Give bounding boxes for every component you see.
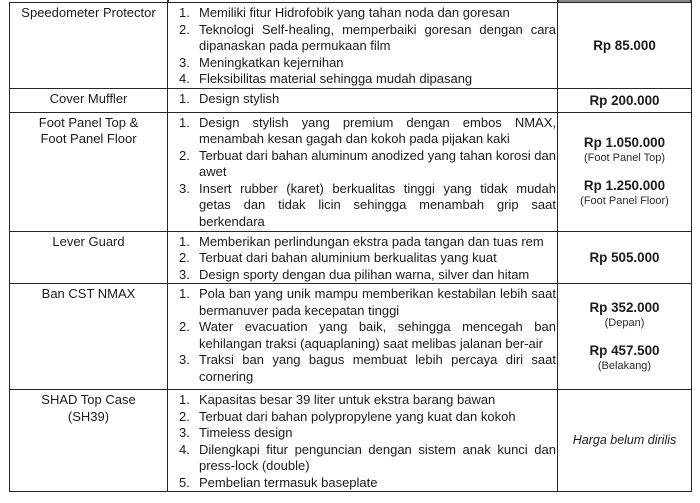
price-unreleased-text: Harga belum dirilis bbox=[572, 433, 677, 447]
price-group bbox=[560, 178, 689, 208]
price-note: (Depan) bbox=[604, 317, 645, 329]
feature-text: Fleksibilitas material sehingga mudah dipasang bbox=[199, 71, 473, 86]
price-note: (Foot Panel Floor) bbox=[580, 195, 669, 207]
feature-number: 4. bbox=[179, 71, 190, 86]
features-cell bbox=[168, 88, 558, 112]
feature-text: Dilengkapi fitur penguncian dengan sistem anak kunci dan press-lock (double) bbox=[199, 441, 556, 473]
feature-item bbox=[172, 442, 557, 475]
feature-text: Design stylish bbox=[199, 90, 280, 106]
price-cell bbox=[558, 284, 692, 390]
feature-text: Design sporty dengan dua pilihan warna, silver dan hitam bbox=[199, 266, 530, 282]
feature-item bbox=[172, 319, 557, 352]
feature-item bbox=[172, 250, 557, 267]
accessory-price-table bbox=[9, 2, 692, 492]
feature-item bbox=[172, 475, 557, 492]
feature-text: Pembelian termasuk baseplate bbox=[199, 474, 378, 490]
feature-number: 1. bbox=[179, 286, 190, 301]
feature-number: 3. bbox=[179, 425, 190, 440]
feature-item bbox=[172, 181, 557, 231]
product-name: (SH39) bbox=[67, 408, 110, 424]
price-note: (Foot Panel Top) bbox=[583, 152, 666, 164]
table-row-foot-panel bbox=[10, 112, 692, 231]
product-name-cell bbox=[10, 88, 168, 112]
price-note: (Belakang) bbox=[597, 360, 652, 372]
feature-item bbox=[172, 352, 557, 385]
price-amount: Rp 457.500 bbox=[589, 343, 660, 358]
features-cell bbox=[168, 3, 558, 89]
price-cell bbox=[558, 390, 692, 492]
feature-item bbox=[172, 425, 557, 442]
product-name-cell bbox=[10, 284, 168, 390]
feature-item bbox=[172, 234, 557, 251]
price-group bbox=[560, 433, 689, 448]
table-row-cover-muffler bbox=[10, 88, 692, 112]
feature-number: 3. bbox=[179, 54, 190, 70]
price-group bbox=[560, 250, 689, 265]
feature-number: 2. bbox=[179, 250, 190, 265]
feature-number: 3. bbox=[179, 266, 190, 282]
feature-number: 1. bbox=[179, 90, 190, 106]
feature-item bbox=[172, 267, 557, 284]
feature-text: Water evacuation yang baik, sehingga mencegah ban kehilangan traksi (aquaplaning) saat melibas jalanan ber-air bbox=[199, 319, 556, 351]
feature-number: 2. bbox=[179, 319, 190, 334]
price-group bbox=[560, 343, 689, 373]
feature-item bbox=[172, 71, 557, 88]
feature-number: 4. bbox=[179, 441, 190, 457]
feature-text: Terbuat dari bahan aluminium berkualitas yang kuat bbox=[199, 250, 497, 265]
feature-text: Memiliki fitur Hidrofobik yang tahan noda dan goresan bbox=[199, 5, 510, 20]
feature-item bbox=[172, 115, 557, 148]
feature-item bbox=[172, 91, 557, 108]
product-name: Foot Panel Floor bbox=[40, 131, 137, 146]
price-cell bbox=[558, 88, 692, 112]
feature-text: Traksi ban yang bagus membuat lebih percaya diri saat cornering bbox=[199, 352, 556, 384]
feature-number: 1. bbox=[179, 392, 190, 407]
product-name-cell bbox=[10, 390, 168, 492]
feature-text: Teknologi Self-healing, memperbaiki goresan dengan cara dipanaskan pada permukaan film bbox=[199, 21, 556, 53]
price-amount: Rp 352.000 bbox=[589, 300, 660, 315]
price-amount: Rp 1.250.000 bbox=[583, 178, 666, 193]
feature-text: Memberikan perlindungan ekstra pada tangan dan tuas rem bbox=[199, 233, 544, 249]
feature-text: Meningkatkan kejernihan bbox=[199, 54, 344, 70]
feature-number: 3. bbox=[179, 352, 190, 367]
price-group bbox=[560, 38, 689, 53]
product-name: Lever Guard bbox=[52, 233, 125, 249]
table-row-speedometer-protector bbox=[10, 3, 692, 89]
product-name-cell bbox=[10, 3, 168, 89]
features-cell bbox=[168, 284, 558, 390]
feature-number: 1. bbox=[179, 5, 190, 20]
feature-item bbox=[172, 22, 557, 55]
feature-item bbox=[172, 409, 557, 426]
product-name: Cover Muffler bbox=[49, 90, 128, 106]
feature-number: 3. bbox=[179, 180, 190, 196]
price-group bbox=[560, 135, 689, 165]
features-cell bbox=[168, 112, 558, 231]
features-cell bbox=[168, 390, 558, 492]
product-name: Speedometer Protector bbox=[21, 5, 156, 20]
price-amount: Rp 200.000 bbox=[589, 92, 660, 108]
table-row-shad-top-case bbox=[10, 390, 692, 492]
price-amount: Rp 1.050.000 bbox=[583, 135, 666, 150]
product-name: Foot Panel Top & bbox=[38, 114, 139, 130]
price-group bbox=[560, 300, 689, 330]
table-row-lever-guard bbox=[10, 231, 692, 284]
price-amount: Rp 505.000 bbox=[589, 249, 660, 265]
price-cell bbox=[558, 3, 692, 89]
feature-item bbox=[172, 5, 557, 22]
price-amount: Rp 85.000 bbox=[593, 37, 656, 53]
feature-text: Design stylish yang premium dengan embos NMAX, menambah kesan gagah dan kokoh pada pijakan kaki bbox=[199, 114, 556, 146]
feature-text: Kapasitas besar 39 liter untuk ekstra barang bawan bbox=[199, 392, 496, 407]
price-cell bbox=[558, 231, 692, 284]
feature-number: 2. bbox=[179, 408, 190, 424]
product-name-cell bbox=[10, 231, 168, 284]
product-name: Ban CST NMAX bbox=[41, 286, 136, 301]
feature-number: 2. bbox=[179, 147, 190, 163]
feature-item bbox=[172, 286, 557, 319]
feature-item bbox=[172, 148, 557, 181]
feature-number: 1. bbox=[179, 233, 190, 249]
feature-text: Pola ban yang unik mampu memberikan kestabilan lebih saat bermanuver pada kecepatan tinggi bbox=[199, 286, 556, 318]
feature-text: Timeless design bbox=[199, 425, 293, 440]
feature-item bbox=[172, 55, 557, 72]
product-name-cell bbox=[10, 112, 168, 231]
feature-number: 5. bbox=[179, 474, 190, 490]
feature-item bbox=[172, 392, 557, 409]
product-name: SHAD Top Case bbox=[41, 392, 136, 407]
feature-text: Terbuat dari bahan aluminum anodized yang tahan korosi dan awet bbox=[199, 147, 556, 179]
feature-number: 2. bbox=[179, 21, 190, 37]
feature-text: Terbuat dari bahan polypropylene yang kuat dan kokoh bbox=[199, 408, 516, 424]
price-cell bbox=[558, 112, 692, 231]
feature-number: 1. bbox=[179, 114, 190, 130]
features-cell bbox=[168, 231, 558, 284]
feature-text: Insert rubber (karet) berkualitas tinggi yang tidak mudah getas dan tidak licin sehingga menambah grip saat berkendara bbox=[199, 180, 556, 229]
table-row-ban-cst-nmax bbox=[10, 284, 692, 390]
price-group bbox=[560, 93, 689, 108]
